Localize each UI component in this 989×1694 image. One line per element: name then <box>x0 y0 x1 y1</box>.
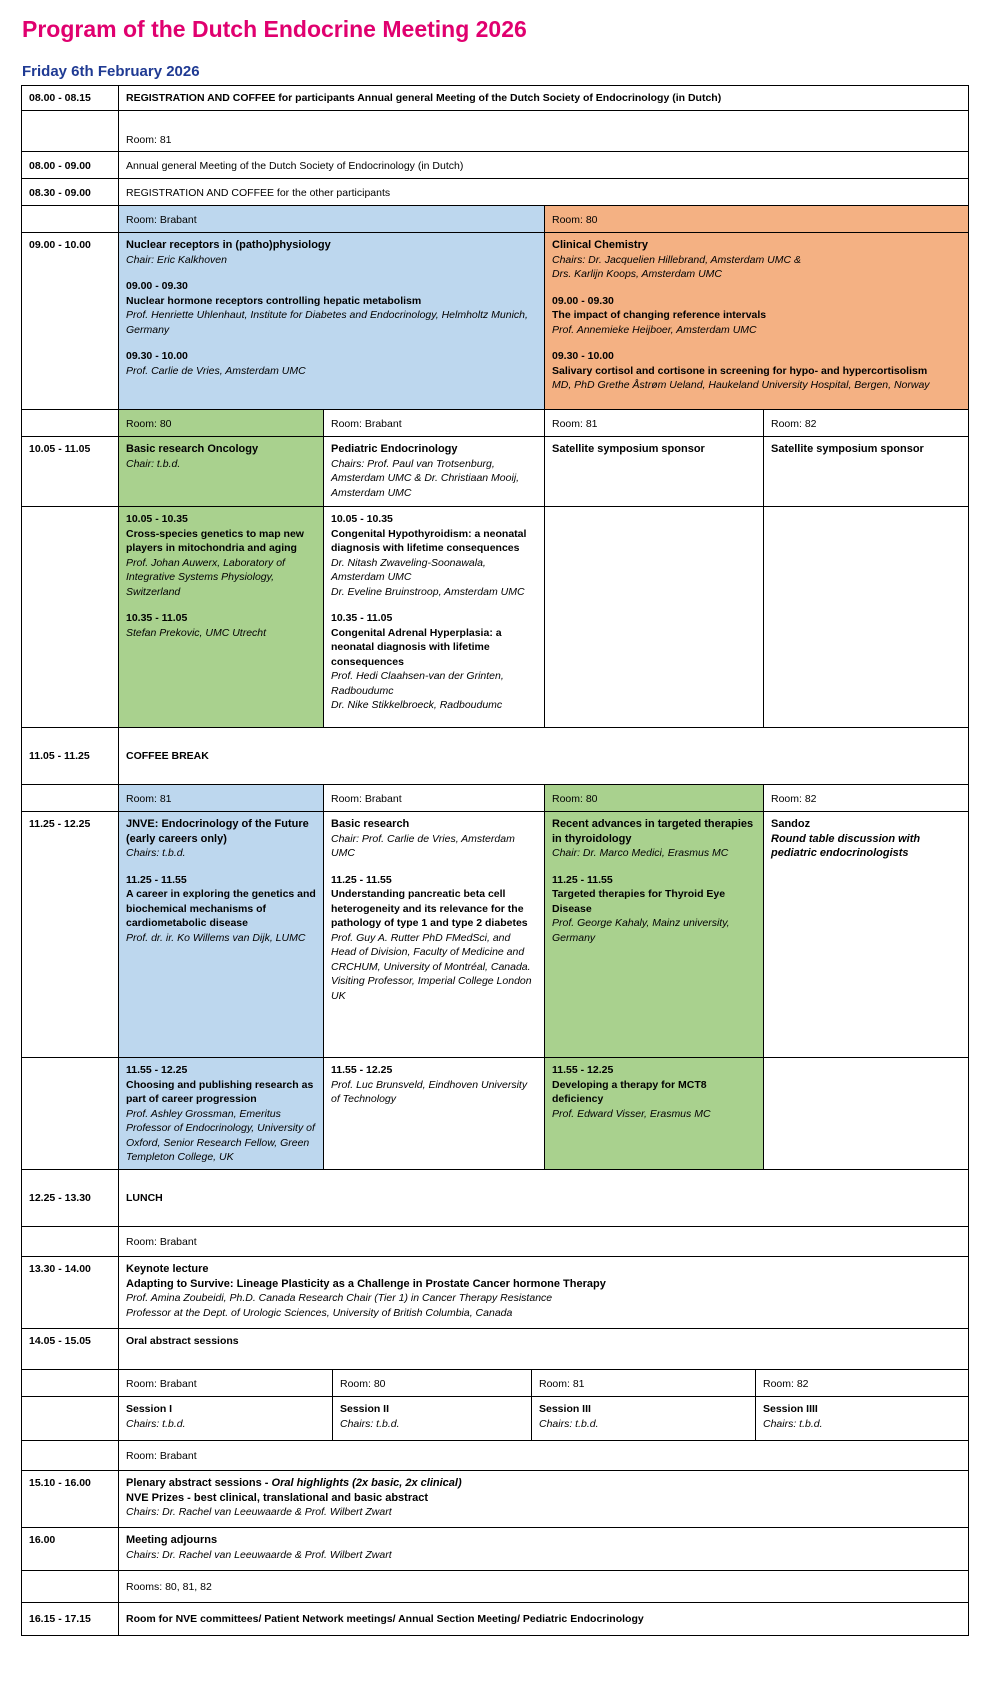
session-clinical-chemistry <box>544 232 969 410</box>
session-sandoz <box>763 811 969 1058</box>
time-cell <box>21 1570 119 1603</box>
talk-time: 11.55 - 12.25 <box>126 1064 188 1076</box>
session-chair: Chairs: Dr. Rachel van Leeuwaarde & Prof. Wilbert Zwart <box>126 1548 392 1561</box>
session-title: Satellite symposium sponsor <box>771 443 924 455</box>
schedule-row <box>21 506 969 728</box>
session-chair: Chairs: t.b.d. <box>126 1417 186 1430</box>
session-chair: Chair: t.b.d. <box>126 457 181 470</box>
talk-time: 09.00 - 09.30 <box>126 280 188 292</box>
event-cell: Annual general Meeting of the Dutch Society of Endocrinology (in Dutch) <box>118 151 969 179</box>
talk-title: Congenital Hypothyroidism: a neonatal diagnosis with lifetime consequences <box>331 527 527 554</box>
time-cell: 09.00 - 10.00 <box>21 232 119 410</box>
talk-title: Targeted therapies for Thyroid Eye Disease <box>552 888 726 915</box>
adjourn-title: Meeting adjourns <box>126 1534 218 1546</box>
schedule-row <box>21 1602 969 1636</box>
session-chair: Chairs: t.b.d. <box>126 847 186 859</box>
talk-title: The impact of changing reference intervals <box>552 309 767 321</box>
time-cell <box>21 1369 119 1397</box>
session-thyroidology <box>544 811 764 1058</box>
session-title: Session IIII <box>763 1403 818 1415</box>
talk-time: 09.30 - 10.00 <box>552 350 614 362</box>
session-pediatric <box>323 436 545 507</box>
talk-title: Understanding pancreatic beta cell heterogeneity and its relevance for the pathology of type 1 and type 2 diabetes <box>331 888 528 929</box>
time-cell <box>21 784 119 812</box>
session-satellite <box>763 436 969 507</box>
talk-speaker: MD, PhD Grethe Åstrøm Ueland, Haukeland University Hospital, Bergen, Norway <box>552 379 930 391</box>
session-chair: Chairs: t.b.d. <box>763 1417 823 1430</box>
session-title: Clinical Chemistry <box>552 239 648 251</box>
adjourn-cell <box>118 1527 969 1571</box>
schedule-row <box>21 1440 969 1471</box>
talk-time: 11.25 - 11.55 <box>331 873 392 886</box>
session-satellite <box>544 436 764 507</box>
talk-speaker: Prof. Edward Visser, Erasmus MC <box>552 1107 711 1120</box>
room-cell: Room: 81 <box>118 110 969 152</box>
talk-speaker: Prof. Hedi Claahsen-van der Grinten, Radboudumc <box>331 670 504 697</box>
schedule-row <box>21 205 969 233</box>
talk-speaker: Dr. Nitash Zwaveling-Soonawala, Amsterdam UMC <box>331 556 486 583</box>
room-cell: Room: 80 <box>118 409 324 437</box>
time-cell <box>21 1396 119 1441</box>
schedule-row <box>21 1470 969 1528</box>
schedule-row <box>21 1570 969 1603</box>
schedule-row <box>21 436 969 507</box>
talk-speaker: Dr. Eveline Bruinstroop, Amsterdam UMC <box>331 585 525 598</box>
room-cell: Room: 80 <box>332 1369 532 1397</box>
talk-title: Nuclear hormone receptors controlling hepatic metabolism <box>126 294 422 307</box>
schedule-row <box>21 151 969 179</box>
session-chair: Drs. Karlijn Koops, Amsterdam UMC <box>552 268 722 280</box>
talk-speaker: Prof. Luc Brunsveld, Eindhoven University of Technology <box>331 1078 528 1105</box>
schedule-row <box>21 409 969 437</box>
session-title: Session I <box>126 1403 173 1415</box>
session-title: Session III <box>539 1403 591 1415</box>
talk-speaker: Prof. dr. ir. Ko Willems van Dijk, LUMC <box>126 931 306 944</box>
time-cell: 08.30 - 09.00 <box>21 178 119 206</box>
session-title: Basic research Oncology <box>126 443 259 455</box>
time-cell: 10.05 - 11.05 <box>21 436 119 507</box>
room-cell: Room: Brabant <box>118 205 545 233</box>
schedule-row <box>21 1328 969 1370</box>
room-cell: Room: 81 <box>531 1369 756 1397</box>
room-cell: Room: 81 <box>118 784 324 812</box>
room-cell: Room: 82 <box>763 409 969 437</box>
session-title: Session II <box>340 1403 390 1415</box>
talk-title: A career in exploring the genetics and biochemical mechanisms of cardiometabolic disease <box>126 888 316 929</box>
time-cell <box>21 1440 119 1471</box>
session-title: Sandoz <box>771 818 811 830</box>
talk-time: 09.00 - 09.30 <box>552 294 614 307</box>
session-chair: Chairs: Prof. Paul van Trotsenburg, Amsterdam UMC & Dr. Christiaan Mooij, Amsterdam UMC <box>331 457 520 499</box>
session-chair: Chairs: t.b.d. <box>539 1417 599 1430</box>
day-heading: Friday 6th February 2026 <box>22 63 200 80</box>
talk-title: Developing a therapy for MCT8 deficiency <box>552 1078 707 1105</box>
talk-title: Salivary cortisol and cortisone in screening for hypo- and hypercortisolism <box>552 364 928 377</box>
session-title: Recent advances in targeted therapies in thyroidology <box>552 818 754 845</box>
schedule-row <box>21 1057 969 1170</box>
room-cell: Room: 80 <box>544 205 969 233</box>
session-chair: Chair: Prof. Carlie de Vries, Amsterdam UMC <box>331 832 515 859</box>
schedule-row <box>21 1226 969 1257</box>
time-cell <box>21 1057 119 1170</box>
schedule-row <box>21 232 969 410</box>
schedule-row <box>21 110 969 152</box>
empty-cell <box>544 506 764 728</box>
session-chair: Chair: Eric Kalkhoven <box>126 253 227 266</box>
room-cell: Room: Brabant <box>118 1440 969 1471</box>
room-cell: Room: Brabant <box>118 1226 969 1257</box>
time-cell: 11.05 - 11.25 <box>21 727 119 785</box>
keynote-label: Keynote lecture <box>126 1263 209 1275</box>
talks-pediatric <box>323 506 545 728</box>
time-cell: 16.00 <box>21 1527 119 1571</box>
session-title: Basic research <box>331 818 410 830</box>
session-jnve <box>118 811 324 1058</box>
keynote-cell <box>118 1256 969 1329</box>
page-title: Program of the Dutch Endocrine Meeting 2026 <box>22 16 527 42</box>
session-chair: Chairs: t.b.d. <box>340 1417 400 1430</box>
schedule-row <box>21 811 969 1058</box>
keynote-affiliation: Professor at the Dept. of Urologic Sciences, University of British Columbia, Canada <box>126 1306 513 1319</box>
talk-title: Choosing and publishing research as part of career progression <box>126 1078 314 1105</box>
talk-speaker: Prof. Guy A. Rutter PhD FMedSci, and Head of Division, Faculty of Medicine and CRCHUM, University of Montréal, Canada. Visiting Professor, Imperial College London UK <box>331 931 532 1002</box>
talk-speaker: Prof. George Kahaly, Mainz university, Germany <box>552 917 730 944</box>
plenary-cell <box>118 1470 969 1528</box>
time-cell: 15.10 - 16.00 <box>21 1470 119 1528</box>
schedule-row <box>21 727 969 785</box>
schedule-row <box>21 1169 969 1227</box>
time-cell: 16.15 - 17.15 <box>21 1602 119 1636</box>
event-cell: Room for NVE committees/ Patient Network meetings/ Annual Section Meeting/ Pediatric Endocrinology <box>118 1602 969 1636</box>
schedule-row <box>21 1396 969 1441</box>
talk-speaker: Prof. Henriette Uhlenhaut, Institute for Diabetes and Endocrinology, Helmholtz Munich, Germany <box>126 309 528 336</box>
session-basic-research <box>323 811 545 1058</box>
talk-title: Congenital Adrenal Hyperplasia: a neonatal diagnosis with lifetime consequences <box>331 626 502 668</box>
schedule-row <box>21 1369 969 1397</box>
time-cell: 08.00 - 08.15 <box>21 85 119 111</box>
event-cell: REGISTRATION AND COFFEE for the other participants <box>118 178 969 206</box>
talk-time: 11.25 - 11.55 <box>126 873 187 886</box>
oral-session-4 <box>755 1396 969 1441</box>
talk-jnve-2 <box>118 1057 324 1170</box>
talk-time: 09.30 - 10.00 <box>126 350 188 362</box>
keynote-title: Adapting to Survive: Lineage Plasticity as a Challenge in Prostate Cancer hormone Therapy <box>126 1277 606 1290</box>
schedule-row <box>21 1256 969 1329</box>
event-cell: COFFEE BREAK <box>118 727 969 785</box>
event-cell: Oral abstract sessions <box>118 1328 969 1370</box>
session-subtitle: Round table discussion with pediatric endocrinologists <box>771 832 921 859</box>
session-basic-oncology <box>118 436 324 507</box>
time-cell <box>21 409 119 437</box>
oral-session-2 <box>332 1396 532 1441</box>
talks-basic-oncology <box>118 506 324 728</box>
oral-session-1 <box>118 1396 333 1441</box>
time-cell: 13.30 - 14.00 <box>21 1256 119 1329</box>
room-cell: Room: Brabant <box>323 409 545 437</box>
time-cell <box>21 506 119 728</box>
empty-cell <box>763 506 969 728</box>
room-cell: Room: 81 <box>544 409 764 437</box>
time-cell: 12.25 - 13.30 <box>21 1169 119 1227</box>
empty-cell <box>763 1057 969 1170</box>
time-cell <box>21 1226 119 1257</box>
talk-time: 11.55 - 12.25 <box>331 1064 393 1076</box>
time-cell: 08.00 - 09.00 <box>21 151 119 179</box>
session-chair: Chairs: Dr. Jacquelien Hillebrand, Amsterdam UMC & <box>552 253 801 266</box>
session-title: JNVE: Endocrinology of the Future (early careers only) <box>126 818 309 845</box>
event-cell: LUNCH <box>118 1169 969 1227</box>
event-cell: REGISTRATION AND COFFEE for participants Annual general Meeting of the Dutch Society of Endocrinology (in Dutch) <box>118 85 969 111</box>
talk-time: 10.05 - 10.35 <box>126 513 188 525</box>
session-nuclear-receptors <box>118 232 545 410</box>
talk-speaker: Prof. Annemieke Heijboer, Amsterdam UMC <box>552 323 757 336</box>
talk-time: 10.05 - 10.35 <box>331 513 393 525</box>
talk-time: 10.35 - 11.05 <box>126 612 188 624</box>
session-title: Nuclear receptors in (patho)physiology <box>126 239 331 251</box>
room-cell: Room: 80 <box>544 784 764 812</box>
room-cell: Room: 82 <box>755 1369 969 1397</box>
room-cell: Room: Brabant <box>118 1369 333 1397</box>
session-title: Satellite symposium sponsor <box>552 443 705 455</box>
time-cell: 11.25 - 12.25 <box>21 811 119 1058</box>
prizes-title: NVE Prizes - best clinical, translational and basic abstract <box>126 1491 428 1504</box>
time-cell <box>21 110 119 152</box>
room-cell: Room: 82 <box>763 784 969 812</box>
schedule-row <box>21 85 969 111</box>
room-cell: Room: Brabant <box>323 784 545 812</box>
talk-time: 11.55 - 12.25 <box>552 1064 614 1076</box>
schedule-row <box>21 1527 969 1571</box>
plenary-title: Plenary abstract sessions - Oral highlights (2x basic, 2x clinical) <box>126 1477 462 1489</box>
session-chair: Chair: Dr. Marco Medici, Erasmus MC <box>552 847 729 859</box>
talk-thyroidology-2 <box>544 1057 764 1170</box>
schedule-row <box>21 784 969 812</box>
talk-time: 10.35 - 11.05 <box>331 612 393 624</box>
talk-speaker: Dr. Nike Stikkelbroeck, Radboudumc <box>331 699 503 711</box>
talk-speaker: Prof. Ashley Grossman, Emeritus Professor of Endocrinology, University of Oxford, Senior Research Fellow, Green Templeton College, UK <box>126 1107 315 1163</box>
schedule-row <box>21 178 969 206</box>
oral-session-3 <box>531 1396 756 1441</box>
talk-title: Cross-species genetics to map new players in mitochondria and aging <box>126 527 304 554</box>
time-cell: 14.05 - 15.05 <box>21 1328 119 1370</box>
room-cell: Rooms: 80, 81, 82 <box>118 1570 969 1603</box>
time-cell <box>21 205 119 233</box>
session-chair: Chairs: Dr. Rachel van Leeuwaarde & Prof. Wilbert Zwart <box>126 1506 392 1518</box>
talk-speaker: Prof. Johan Auwerx, Laboratory of Integrative Systems Physiology, Switzerland <box>126 556 285 598</box>
talk-speaker: Prof. Carlie de Vries, Amsterdam UMC <box>126 364 306 377</box>
keynote-speaker: Prof. Amina Zoubeidi, Ph.D. Canada Research Chair (Tier 1) in Cancer Therapy Resistance <box>126 1292 553 1304</box>
talk-time: 11.25 - 11.55 <box>552 873 613 886</box>
session-title: Pediatric Endocrinology <box>331 443 458 455</box>
talk-speaker: Stefan Prekovic, UMC Utrecht <box>126 626 267 639</box>
talk-basic-research-2 <box>323 1057 545 1170</box>
